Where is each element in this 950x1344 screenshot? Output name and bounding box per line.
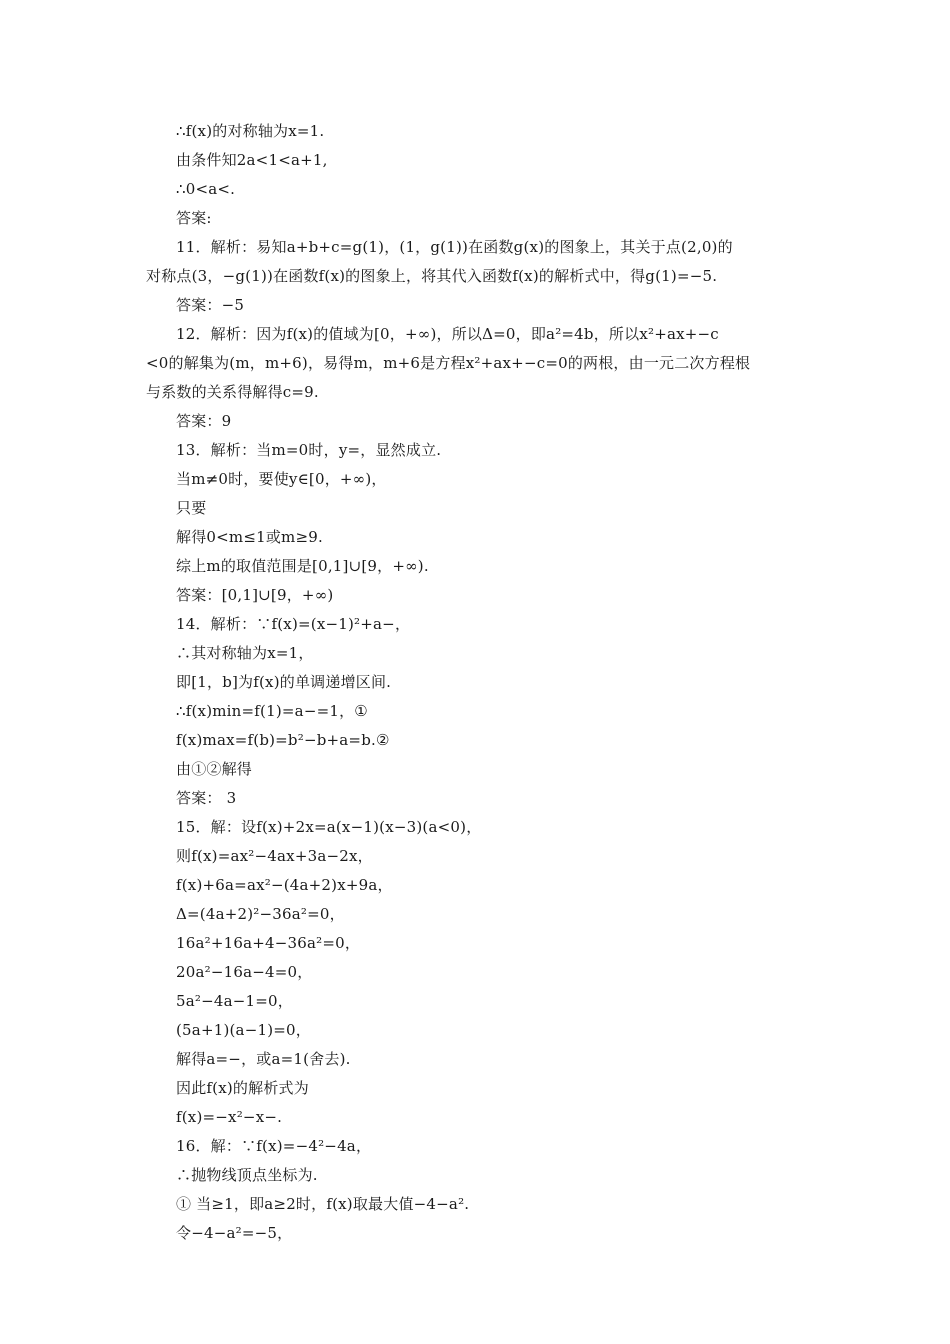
text-line: ① 当≥1，即a≥2时，f(x)取最大值−4−a². (176, 1195, 470, 1213)
text-line: 对称点(3，−g(1))在函数f(x)的图象上，将其代入函数f(x)的解析式中，得g(1)=−5. (146, 267, 718, 285)
text-line: 答案：−5 (176, 296, 245, 314)
text-line: ∴0<a<. (176, 180, 236, 198)
text-line: 16a²+16a+4−36a²=0， (176, 934, 361, 952)
text-line: f(x)=−x²−x−. (176, 1108, 283, 1126)
text-line: ∴f(x)的对称轴为x=1. (176, 122, 325, 140)
text-line: 则f(x)=ax²−4ax+3a−2x， (176, 847, 373, 865)
text-line: 解得a=−，或a=1(舍去). (176, 1050, 351, 1068)
text-line: 14．解析：∵f(x)=(x−1)²+a−， (176, 615, 411, 633)
text-line: 由①②解得 (176, 760, 253, 778)
text-line: 答案： 3 (176, 789, 237, 807)
text-line: Δ=(4a+2)²−36a²=0， (176, 905, 345, 923)
text-line: 5a²−4a−1=0， (176, 992, 293, 1010)
text-line: ∴抛物线顶点坐标为. (176, 1166, 318, 1184)
text-line: f(x)max=f(b)=b²−b+a=b.② (176, 731, 390, 749)
text-line: 答案：9 (176, 412, 232, 430)
text-line: 答案: (176, 209, 212, 227)
text-line: 20a²−16a−4=0， (176, 963, 313, 981)
text-line: 因此f(x)的解析式为 (176, 1079, 309, 1097)
text-line: 13．解析：当m=0时，y=，显然成立. (176, 441, 442, 459)
text-line: 16．解：∵f(x)=−4²−4a， (176, 1137, 372, 1155)
text-line: 当m≠0时，要使y∈[0，+∞)， (176, 470, 387, 488)
text-line: <0的解集为(m，m+6)，易得m，m+6是方程x²+ax+−c=0的两根，由一元二次方程根 (146, 354, 751, 372)
text-line: 答案：[0,1]∪[9，+∞) (176, 586, 334, 604)
text-line: 与系数的关系得解得c=9. (146, 383, 319, 401)
text-line: 11．解析：易知a+b+c=g(1)，(1，g(1))在函数g(x)的图象上，其关于点(2,0)的 (176, 238, 733, 256)
text-line: (5a+1)(a−1)=0， (176, 1021, 311, 1039)
text-line: 即[1，b]为f(x)的单调递增区间. (176, 673, 392, 691)
text-line: f(x)+6a=ax²−(4a+2)x+9a， (176, 876, 393, 894)
text-line: 由条件知2a<1<a+1, (176, 151, 328, 169)
solution-text (146, 117, 816, 1248)
text-line: 综上m的取值范围是[0,1]∪[9，+∞). (176, 557, 429, 575)
text-line: ∴其对称轴为x=1， (176, 644, 314, 662)
text-line: 12．解析：因为f(x)的值域为[0，+∞)，所以Δ=0，即a²=4b，所以x²+ax+−c (176, 325, 719, 343)
text-line: 解得0<m≤1或m≥9. (176, 528, 323, 546)
text-line: 15．解：设f(x)+2x=a(x−1)(x−3)(a<0)， (176, 818, 482, 836)
text-line: 令−4−a²=−5， (176, 1224, 293, 1242)
text-line: 只要 (176, 499, 207, 517)
text-line: ∴f(x)min=f(1)=a−=1，① (176, 702, 368, 720)
